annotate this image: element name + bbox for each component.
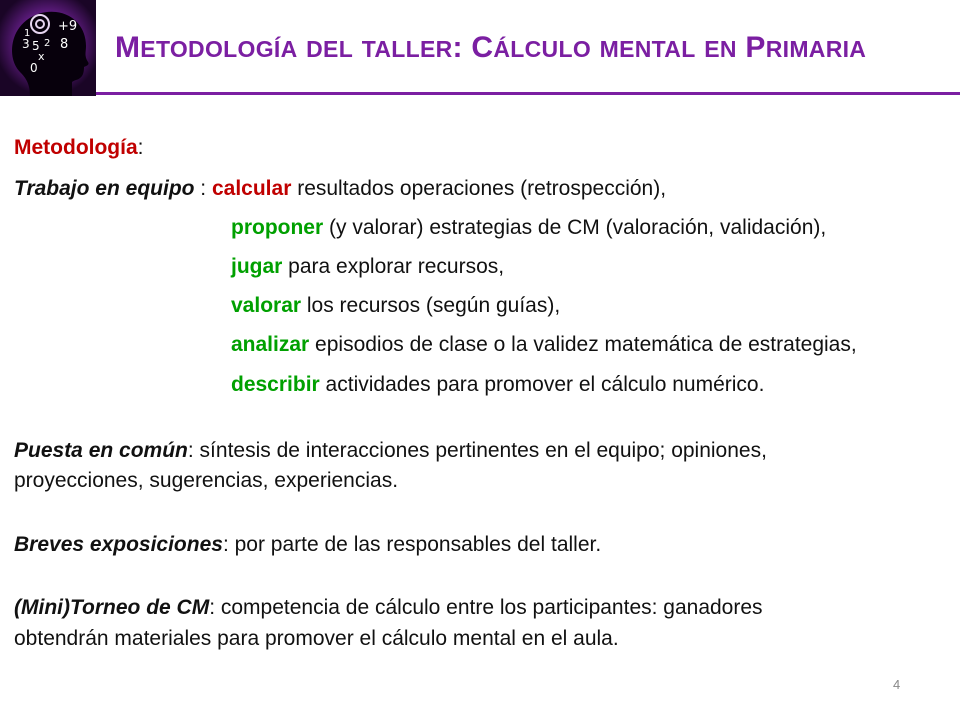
head-silhouette-icon (0, 0, 96, 96)
metodologia-label: Metodología (14, 136, 138, 159)
trabajo-label: Trabajo en equipo (14, 177, 195, 200)
svg-text:0: 0 (30, 61, 38, 75)
puesta-text: : síntesis de interacciones pertinentes en el equipo; opiniones, (187, 439, 767, 462)
svg-text:5: 5 (32, 39, 40, 53)
puesta-line-2 (14, 468, 398, 494)
trabajo-item-verb: proponer (231, 216, 324, 239)
torneo-line-2 (14, 626, 619, 652)
head-numbers-logo (0, 0, 96, 96)
trabajo-item-verb: analizar (231, 333, 310, 356)
svg-text:1: 1 (24, 28, 31, 39)
torneo-line-1 (14, 595, 763, 621)
breves-label: Breves exposiciones (14, 533, 223, 556)
breves-line (14, 532, 601, 558)
svg-text:METODOLOGÍA DEL TALLER: CÁLCUL: METODOLOGÍA DEL TALLER: CÁLCULO MENTAL EN PRIMARIA (115, 31, 867, 64)
puesta-label: Puesta en común (14, 439, 188, 462)
trabajo-item (231, 254, 504, 280)
page-number: 4 (893, 677, 901, 692)
trabajo-item-text: para explorar recursos, (282, 255, 505, 278)
slide-title (115, 26, 875, 74)
svg-text:2: 2 (44, 38, 51, 49)
breves-text: : por parte de las responsables del taller. (222, 533, 602, 556)
torneo-label: (Mini)Torneo de CM (14, 596, 210, 619)
trabajo-item-verb: describir (231, 373, 320, 396)
trabajo-sep: : (194, 177, 212, 200)
metodologia-colon: : (137, 136, 144, 159)
trabajo-item-text: resultados operaciones (retrospección), (291, 177, 667, 200)
trabajo-item-text: los recursos (según guías), (301, 294, 561, 317)
title-divider (96, 92, 960, 95)
svg-text:+9: +9 (58, 19, 78, 34)
trabajo-item-text: episodios de clase o la validez matemática de estrategias, (309, 333, 857, 356)
trabajo-line (14, 176, 666, 202)
trabajo-item-text: (y valorar) estrategias de CM (valoración, validación), (323, 216, 827, 239)
torneo-text: : competencia de cálculo entre los participantes: ganadores (209, 596, 763, 619)
torneo-text-cont: obtendrán materiales para promover el cálculo mental en el aula. (14, 627, 619, 650)
svg-text:x: x (38, 50, 45, 63)
trabajo-item (231, 293, 560, 319)
trabajo-item-verb: valorar (231, 294, 302, 317)
trabajo-item (231, 372, 764, 398)
puesta-text-cont: proyecciones, sugerencias, experiencias. (14, 469, 399, 492)
puesta-line-1 (14, 438, 767, 464)
slide-title-text (115, 26, 875, 66)
trabajo-item-verb: jugar (231, 255, 283, 278)
trabajo-item (231, 332, 857, 358)
trabajo-item-verb: calcular (211, 177, 292, 200)
trabajo-item-text: actividades para promover el cálculo numérico. (319, 373, 765, 396)
svg-text:3: 3 (22, 37, 30, 51)
svg-text:8: 8 (60, 37, 69, 52)
trabajo-item (231, 215, 826, 241)
metodologia-line (14, 135, 144, 161)
